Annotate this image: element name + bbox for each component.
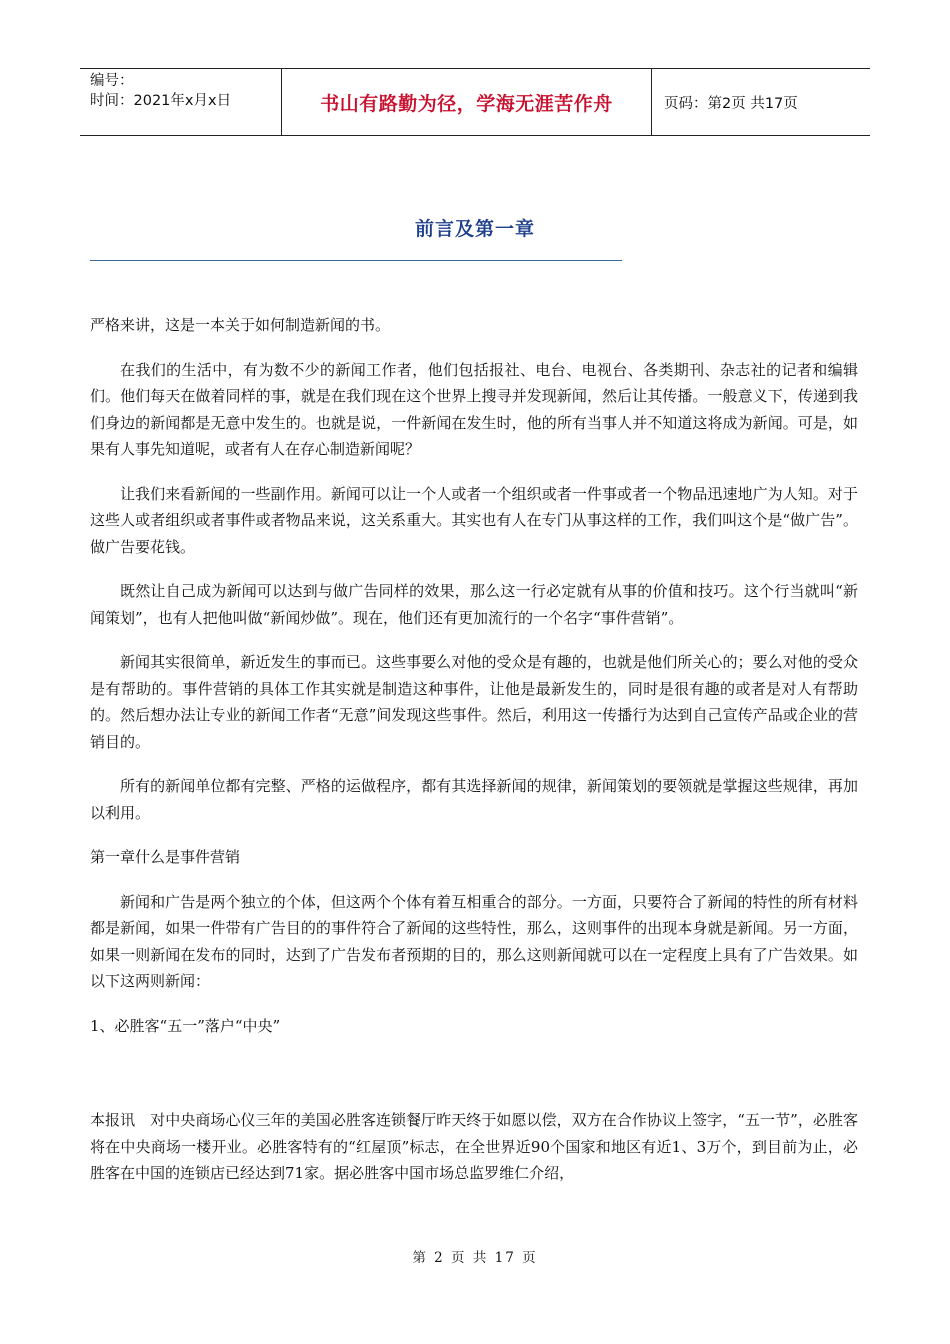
header-meta bbox=[80, 69, 282, 135]
paragraph-intro: 严格来讲，这是一本关于如何制造新闻的书。 bbox=[90, 316, 391, 334]
header-motto: 书山有路勤为径，学海无涯苦作舟 bbox=[282, 69, 652, 135]
document-date: 时间：2021年x月x日 bbox=[90, 93, 232, 109]
paragraph: 所有的新闻单位都有完整、严格的运做程序，都有其选择新闻的规律，新闻策划的要领就是掌握这些规律，再加以利用。 bbox=[90, 777, 858, 822]
document-body bbox=[90, 312, 858, 1205]
paragraph: 新闻其实很简单，新近发生的事而已。这些事要么对他的受众是有趣的，也就是他们所关心的；要么对他的受众是有帮助的。事件营销的具体工作其实就是制造这种事件，让他是最新发生的，同时是很有趣的或者是对人有帮助的。然后想办法让专业的新闻工作者“无意”间发现这些事件。然后，利用这一传播行为达到自己宣传产品或企业的营销目的。 bbox=[90, 653, 858, 751]
document-title: 前言及第一章 bbox=[414, 218, 535, 240]
header-page-info: 页码：第2页 共17页 bbox=[664, 95, 798, 112]
page-footer: 第 2 页 共 17 页 bbox=[412, 1250, 538, 1266]
paragraph: 让我们来看新闻的一些副作用。新闻可以让一个人或者一个组织或者一件事或者一个物品迅速地广为人知。对于这些人或者组织或者事件或者物品来说，这关系重大。其实也有人在专门从事这样的工作，我们叫这个是“做广告”。做广告要花钱。 bbox=[90, 484, 858, 556]
document-number-label: 编号： bbox=[90, 73, 134, 89]
news-item-heading: 1、必胜客“五一”落户“中央” bbox=[90, 1016, 281, 1035]
paragraph: 新闻和广告是两个独立的个体，但这两个个体有着互相重合的部分。一方面，只要符合了新闻的特性的所有材料都是新闻，如果一件带有广告目的的事件符合了新闻的这些特性，那么，这则事件的出现本身就是新闻。另一方面，如果一则新闻在发布的同时，达到了广告发布者预期的目的，那么这则新闻就可以在一定程度上具有了广告效果。如以下这两则新闻： bbox=[90, 892, 858, 990]
news-item-body: 本报讯 对中央商场心仪三年的美国必胜客连锁餐厅昨天终于如愿以偿，双方在合作协议上签字，“五一节”，必胜客将在中央商场一楼开业。必胜客特有的“红屋顶”标志，在全世界近90个国家和地区有近1、3万个，到目前为止，必胜客在中国的连锁店已经达到71家。据必胜客中国市场总监罗维仁介绍， bbox=[90, 1111, 858, 1182]
page-header bbox=[80, 68, 870, 136]
paragraph: 既然让自己成为新闻可以达到与做广告同样的效果，那么这一行必定就有从事的价值和技巧。这个行当就叫“新闻策划”，也有人把他叫做“新闻炒做”。现在，他们还有更加流行的一个名字“事件营销”。 bbox=[90, 582, 858, 627]
chapter-heading: 第一章什么是事件营销 bbox=[90, 848, 241, 866]
title-divider bbox=[90, 260, 622, 261]
paragraph: 在我们的生活中，有为数不少的新闻工作者，他们包括报社、电台、电视台、各类期刊、杂志社的记者和编辑们。他们每天在做着同样的事，就是在我们现在这个世界上搜寻并发现新闻，然后让其传播。一般意义下，传递到我们身边的新闻都是无意中发生的。也就是说，一件新闻在发生时，他的所有当事人并不知道这将成为新闻。可是，如果有人事先知道呢，或者有人在存心制造新闻呢？ bbox=[90, 360, 858, 458]
